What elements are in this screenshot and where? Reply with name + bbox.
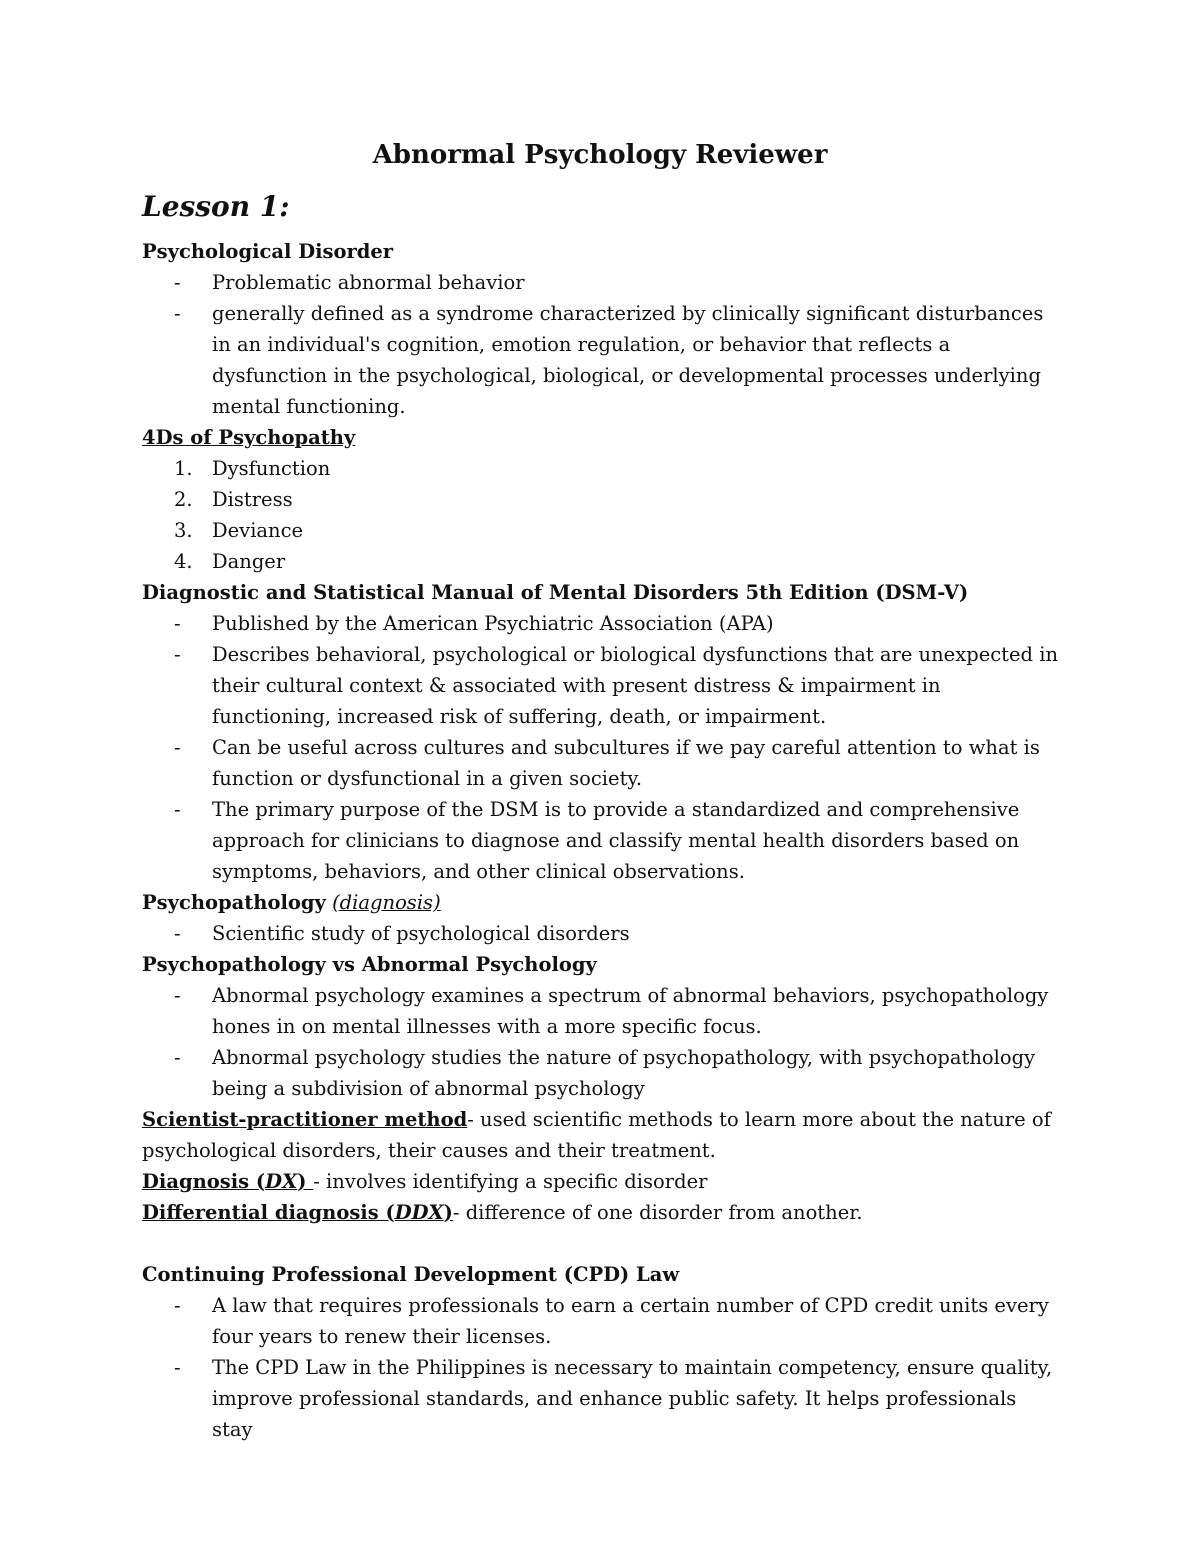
diagnosis-definition: Diagnosis (DX) - involves identifying a specific disorder (142, 1170, 708, 1193)
list-item: 3. Deviance (174, 519, 304, 542)
psychopathology-list (142, 918, 1062, 949)
scientist-practitioner-term: Scientist-practitioner method (142, 1108, 468, 1131)
list-item: - The primary purpose of the DSM is to provide a standardized and comprehensive approach for clinicians to diagnose and classify mental health disorders based on symptoms, behaviors, and other clinical observations. (174, 798, 1020, 883)
section-heading-cpd: Continuing Professional Development (CPD) Law (142, 1263, 680, 1286)
dsm-list (142, 608, 1062, 887)
document-page (142, 140, 1062, 1445)
diagnosis-note: (diagnosis) (332, 891, 441, 914)
section-heading-psychopathology: Psychopathology (diagnosis) (142, 891, 441, 914)
list-item: - Describes behavioral, psychological or biological dysfunctions that are unexpected in their cultural context & associated with present distress & impairment in functioning, increased risk of suffering, death, or impairment. (174, 643, 1059, 728)
psychological-disorder-list (142, 267, 1062, 422)
differential-diagnosis-definition: Differential diagnosis (DDX)- difference of one disorder from another. (142, 1201, 863, 1224)
list-item: - Scientific study of psychological disorders (174, 922, 630, 945)
list-item: - Problematic abnormal behavior (174, 271, 525, 294)
scientist-practitioner-definition: Scientist-practitioner method- used scientific methods to learn more about the nature of psychological disorders, their causes and their treatment. (142, 1108, 1051, 1162)
cpd-list (142, 1290, 1062, 1445)
list-item: 4. Danger (174, 550, 286, 573)
list-item: 2. Distress (174, 488, 293, 511)
list-item: - Abnormal psychology studies the nature of psychopathology, with psychopathology being a subdivision of abnormal psychology (174, 1046, 1036, 1100)
list-item: - Abnormal psychology examines a spectrum of abnormal behaviors, psychopathology hones in on mental illnesses with a more specific focus. (174, 984, 1049, 1038)
list-item: 1. Dysfunction (174, 457, 331, 480)
list-item: - Can be useful across cultures and subcultures if we pay careful attention to what is function or dysfunctional in a given society. (174, 736, 1040, 790)
document-title: Abnormal Psychology Reviewer (372, 140, 828, 170)
diagnosis-term: Diagnosis (DX) (142, 1170, 314, 1193)
list-item: - A law that requires professionals to earn a certain number of CPD credit units every four years to renew their licenses. (174, 1294, 1049, 1348)
section-heading-vs: Psychopathology vs Abnormal Psychology (142, 953, 597, 976)
section-heading-psychological-disorder: Psychological Disorder (142, 240, 394, 263)
blank-line (142, 1228, 1062, 1259)
list-item: - The CPD Law in the Philippines is necessary to maintain competency, ensure quality, improve professional standards, and enhance public safety. It helps professionals stay (174, 1356, 1053, 1441)
differential-diagnosis-term: Differential diagnosis (DDX) (142, 1201, 453, 1224)
vs-list (142, 980, 1062, 1104)
section-heading-dsm: Diagnostic and Statistical Manual of Mental Disorders 5th Edition (DSM-V) (142, 581, 969, 604)
list-item: - Published by the American Psychiatric Association (APA) (174, 612, 774, 635)
lesson-heading: Lesson 1: (142, 190, 290, 223)
4ds-list (142, 453, 1062, 577)
list-item: - generally defined as a syndrome characterized by clinically significant disturbances in an individual's cognition, emotion regulation, or behavior that reflects a dysfunction in the psychological, biological, or developmental processes underlying mental functioning. (174, 302, 1044, 418)
section-heading-4ds: 4Ds of Psychopathy (142, 426, 356, 449)
